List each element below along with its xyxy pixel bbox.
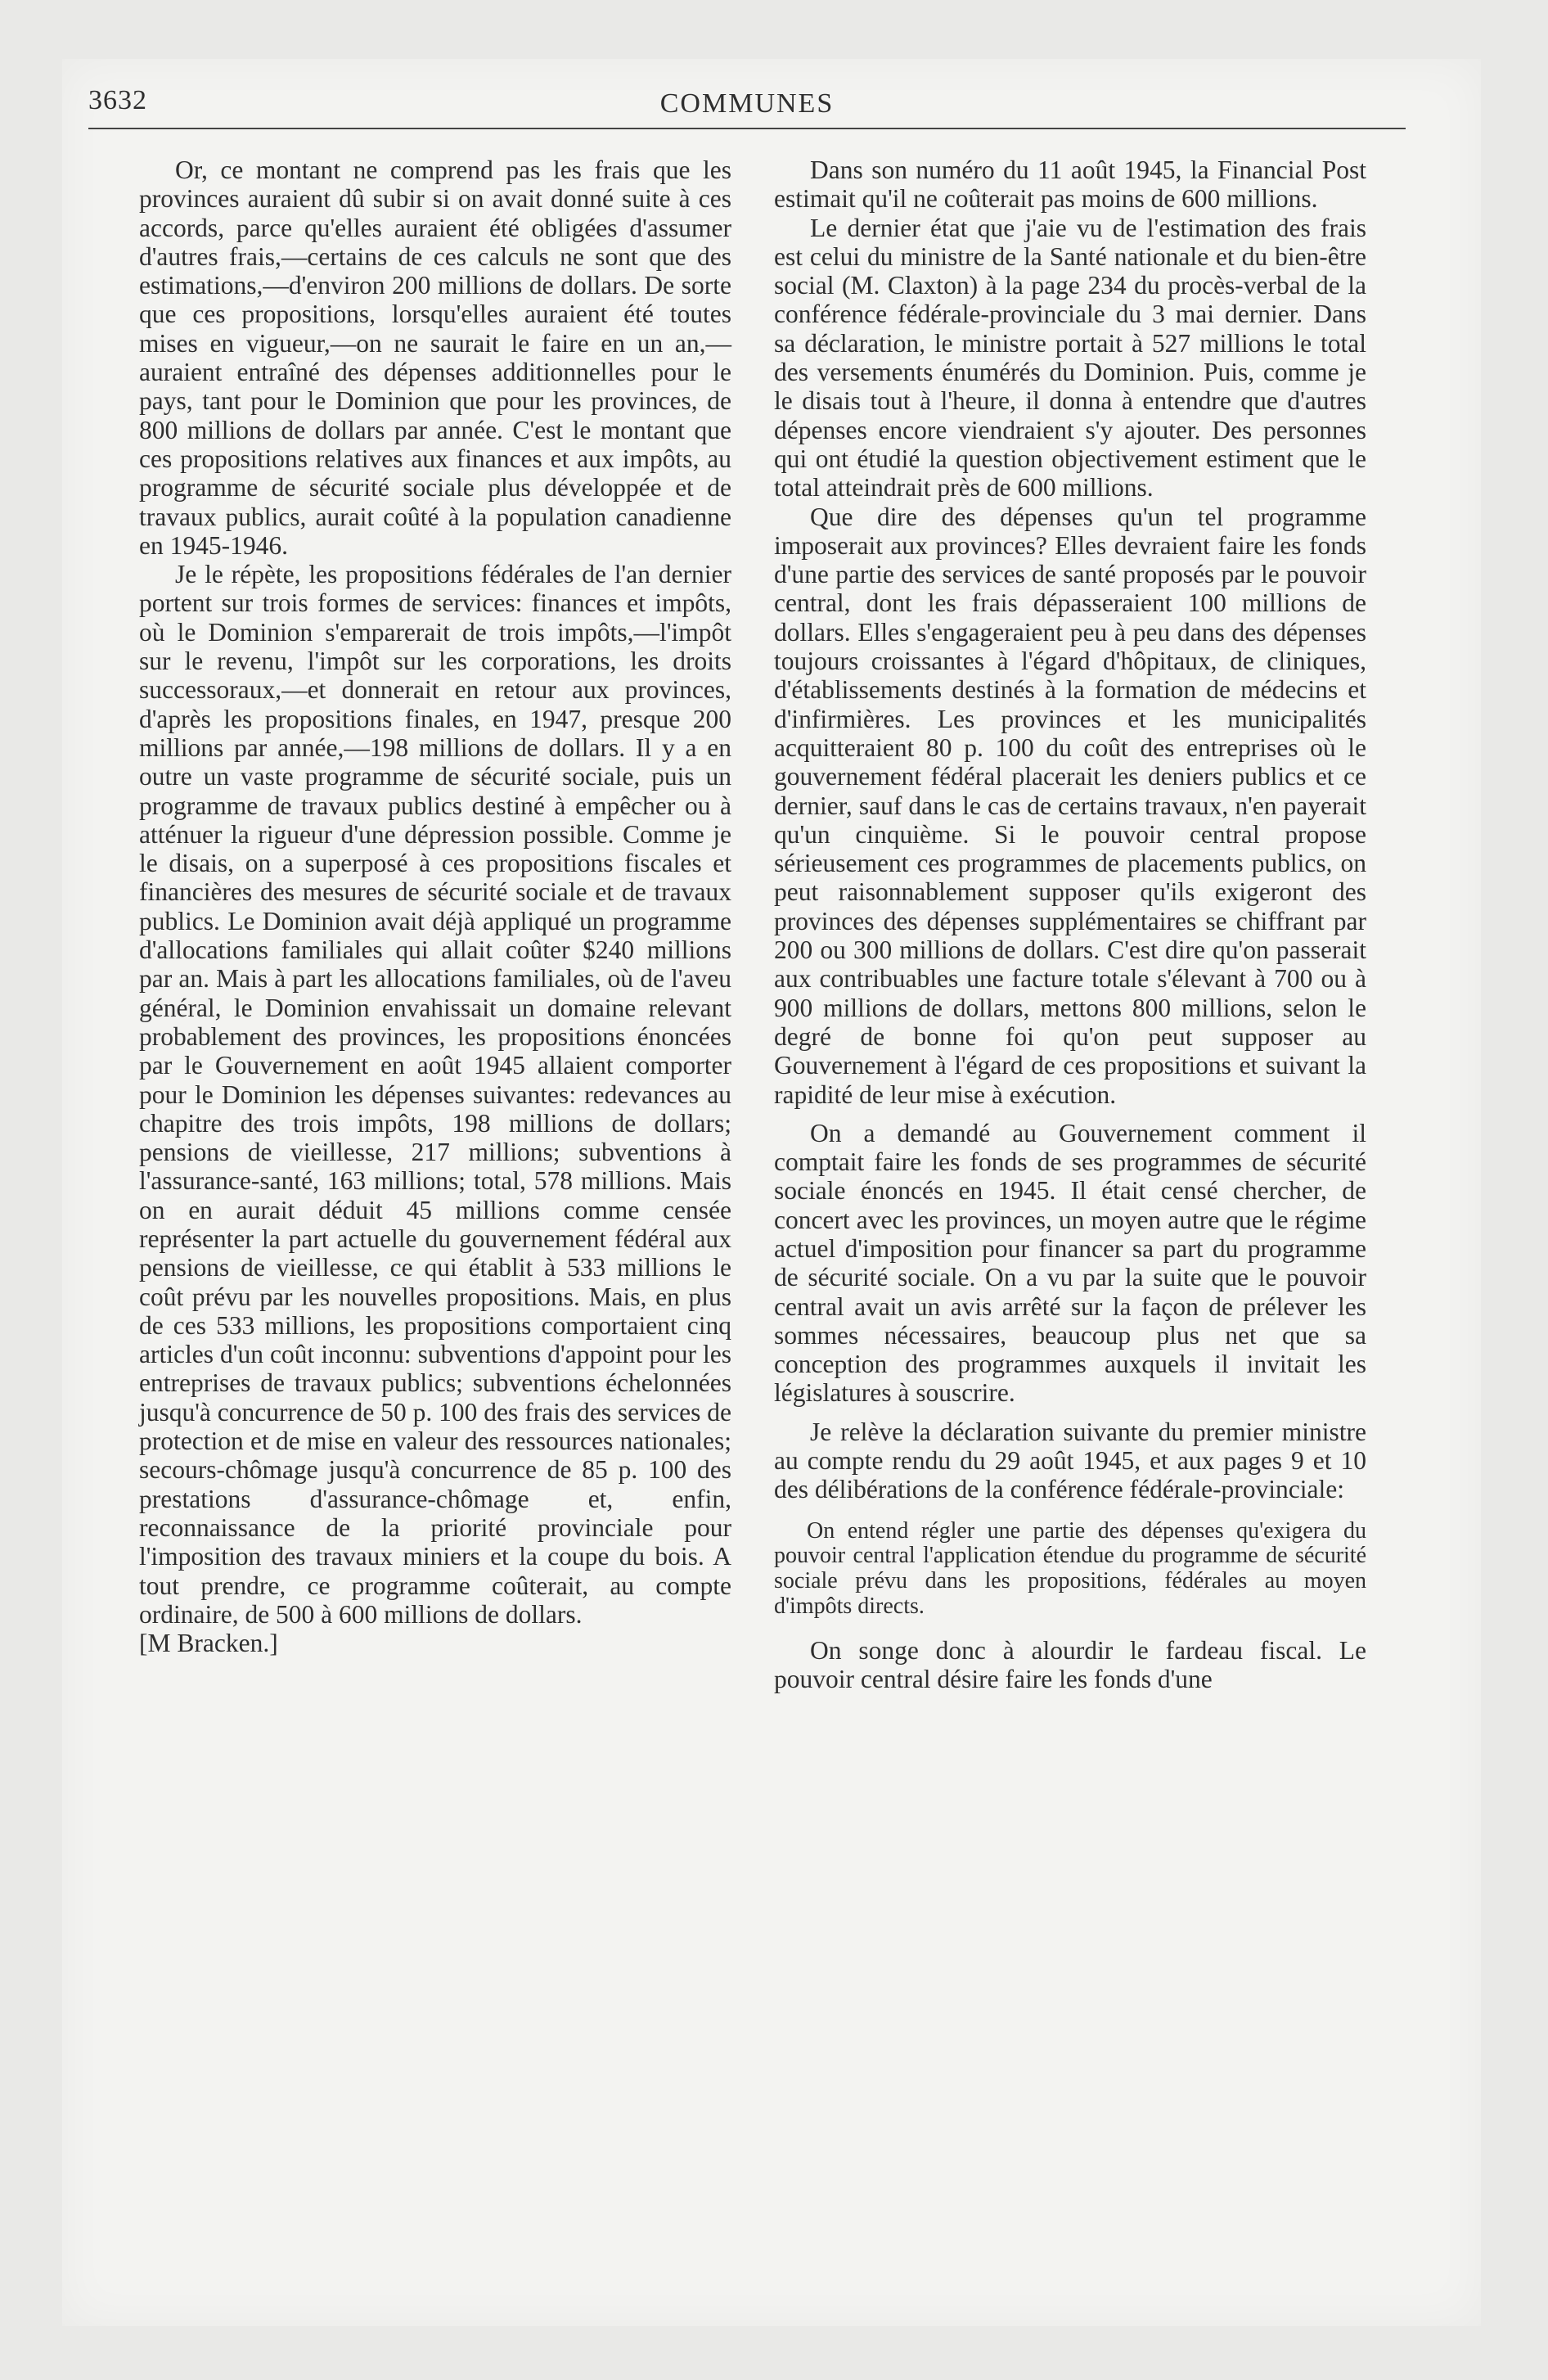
paragraph: Je relève la déclaration suivante du premier ministre au compte rendu du 29 août 1945, et aux pages 9 et 10 des délibérations de la conférence fédérale-provinciale: bbox=[774, 1417, 1366, 1504]
header-rule bbox=[88, 128, 1406, 129]
paragraph: Je le répète, les propositions fédérales de l'an dernier portent sur trois formes de services: finances et impôts, où le Dominion s'emparerait de trois impôts,—l'impôt sur le revenu, l'impôt sur les corporations, les droits successoraux,—et donnerait en retour aux provinces, d'après les propositions finales, en 1947, presque 200 millions par année,—198 millions de dollars. Il y a en outre un vaste programme de sécurité sociale, puis un programme de travaux publics destiné à empêcher ou à atténuer la rigueur d'une dépression possible. Comme je le disais, on a superposé à ces propositions fiscales et financières des mesures de sécurité sociale et de travaux publics. Le Dominion avait déjà appliqué un programme d'allocations familiales qui allait coûter $240 millions par an. Mais à part les allocations familiales, où de l'aveu général, le Dominion envahissait un domaine relevant probablement des provinces, les propositions énoncées par le Gouvernement en août 1945 allaient comporter pour le Dominion les dépenses suivantes: redevances au chapitre des trois impôts, 198 millions de dollars; pensions de vieillesse, 217 millions; subventions à l'assurance-santé, 163 millions; total, 578 millions. Mais on en aurait déduit 45 millions comme censée représenter la part actuelle du gouvernement fédéral aux pensions de vieillesse, ce qui établit à 533 millions le coût prévu par les nouvelles propositions. Mais, en plus de ces 533 millions, les propositions comportaient cinq articles d'un coût inconnu: subventions d'appoint pour les entreprises de travaux publics; subventions échelonnées jusqu'à concurrence de 50 p. 100 des frais des services de protection et de mise en valeur des ressources nationales; secours-chômage jusqu'à concurrence de 85 p. 100 des prestations d'assurance-chômage et, enfin, reconnaissance de la priorité provinciale pour l'imposition des travaux miniers et la coupe du bois. A tout prendre, ce programme coûterait, au compte ordinaire, de 500 à 600 millions de dollars. bbox=[139, 560, 731, 1629]
paragraph: Dans son numéro du 11 août 1945, la Financial Post estimait qu'il ne coûterait pas moins de 600 millions. bbox=[774, 156, 1366, 214]
block-quote: On entend régler une partie des dépenses qu'exigera du pouvoir central l'application étendue du programme de sécurité sociale prévu dans les propositions, fédérales au moyen d'impôts directs. bbox=[774, 1517, 1366, 1620]
right-column bbox=[774, 156, 1366, 1693]
paragraph: Le dernier état que j'aie vu de l'estimation des frais est celui du ministre de la Santé nationale et du bien-être social (M. Claxton) à la page 234 du procès-verbal de la conférence fédérale-provinciale du 3 mai dernier. Dans sa déclaration, le ministre portait à 527 millions le total des versements énumérés du Dominion. Puis, comme je le disais tout à l'heure, il donna à entendre que d'autres dépenses encore viendraient s'y ajouter. Des personnes qui ont étudié la question objectivement estiment que le total atteindrait près de 600 millions. bbox=[774, 213, 1366, 503]
running-title: COMMUNES bbox=[659, 88, 835, 119]
left-column bbox=[139, 156, 731, 1657]
paragraph: Or, ce montant ne comprend pas les frais que les provinces auraient dû subir si on avait donné suite à ces accords, parce qu'elles auraient été obligées d'assumer d'autres frais,—certains de ces calculs ne sont que des estimations,—d'environ 200 millions de dollars. De sorte que ces propositions, lorsqu'elles auraient été toutes mises en vigueur,—on ne saurait le faire en un an,—auraient entraîné des dépenses additionnelles pour le pays, tant pour le Dominion que pour les provinces, de 800 millions de dollars par année. C'est le montant que ces propositions relatives aux finances et aux impôts, au programme de sécurité sociale plus développée et de travaux publics, aurait coûté à la population canadienne en 1945-1946. bbox=[139, 156, 731, 560]
paragraph: On songe donc à alourdir le fardeau fiscal. Le pouvoir central désire faire les fonds d'une bbox=[774, 1635, 1366, 1694]
paragraph: On a demandé au Gouvernement comment il comptait faire les fonds de ses programmes de sécurité sociale énoncés en 1945. Il était censé chercher, de concert avec les provinces, un moyen autre que le régime actuel d'imposition pour financer sa part du programme de sécurité sociale. On a vu par la suite que le pouvoir central avait un avis arrêté sur la façon de prélever les sommes nécessaires, beaucoup plus net que sa conception des programmes auxquels il invitait les législatures à souscrire. bbox=[774, 1118, 1366, 1408]
page-number: 3632 bbox=[88, 85, 147, 115]
speaker-tag: [M Bracken.] bbox=[139, 1629, 278, 1658]
page-header bbox=[88, 85, 1406, 134]
paragraph: Que dire des dépenses qu'un tel programme imposerait aux provinces? Elles devraient faire les fonds d'une partie des services de santé proposés par le pouvoir central, dont les frais dépasseraient 100 millions de dollars. Elles s'engageraient peu à peu dans des dépenses toujours croissantes à l'égard d'hôpitaux, de cliniques, d'établissements destinés à la formation de médecins et d'infirmières. Les provinces et les municipalités acquitteraient 80 p. 100 du coût des entreprises où le gouvernement fédéral placerait les deniers publics et ce dernier, sauf dans le cas de certains travaux, n'en payerait qu'un cinquième. Si le pouvoir central propose sérieusement ces programmes de placements publics, on peut raisonnablement supposer qu'ils exigeront des provinces des dépenses supplémentaires se chiffrant par 200 ou 300 millions de dollars. C'est dire qu'on passerait aux contribuables une facture totale s'élevant à 700 ou à 900 millions de dollars, mettons 800 millions, selon le degré de bonne foi qu'on peut supposer au Gouvernement à l'égard de ces propositions et suivant la rapidité de leur mise à exécution. bbox=[774, 502, 1366, 1109]
